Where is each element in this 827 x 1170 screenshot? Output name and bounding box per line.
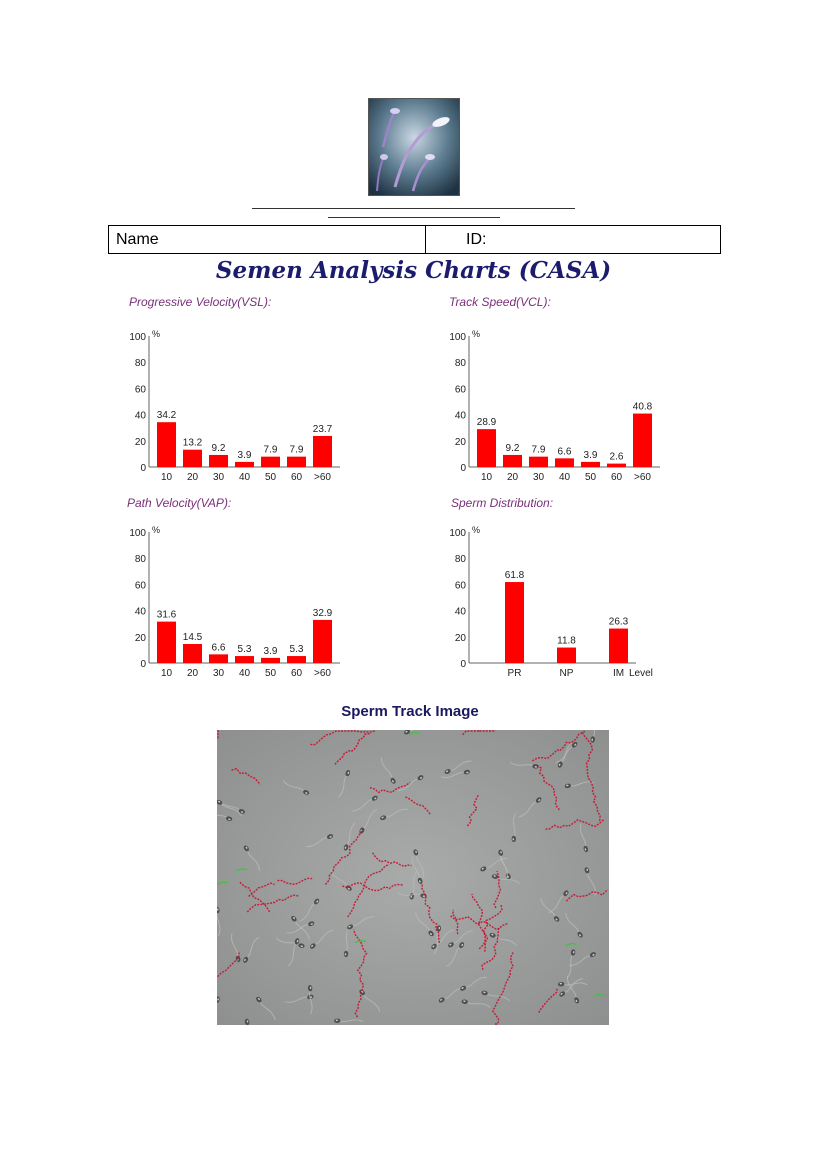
bar-50	[261, 658, 280, 663]
id-cell[interactable]	[426, 226, 720, 253]
bar-value-label: 9.2	[505, 442, 520, 454]
sperm-microscopy-logo-icon	[369, 99, 459, 195]
y-tick-label: 20	[134, 632, 146, 644]
track-image-title: Sperm Track Image	[341, 703, 479, 720]
x-tick-label: 40	[558, 472, 571, 483]
y-tick-label: 80	[454, 554, 466, 566]
y-tick-label: 0	[140, 659, 146, 670]
y-tick-label: 100	[129, 332, 146, 343]
y-tick-label: 100	[449, 528, 466, 539]
bar-value-label: 7.9	[263, 444, 278, 456]
bar-30	[209, 455, 228, 467]
bar-20	[183, 644, 202, 663]
x-tick-label: 20	[506, 472, 519, 483]
name-label: Name	[116, 231, 159, 248]
y-axis-unit: %	[152, 329, 161, 339]
bar-value-label: 11.8	[557, 635, 576, 647]
bar-40	[235, 462, 254, 467]
y-tick-label: 100	[449, 332, 466, 343]
bar-value-label: 2.6	[609, 451, 624, 463]
bar-value-label: 7.9	[289, 444, 304, 456]
bar-50	[581, 462, 600, 467]
bar-value-label: 3.9	[583, 449, 598, 461]
y-axis-unit: %	[152, 525, 161, 535]
bar-30	[209, 654, 228, 663]
sperm-track-image	[217, 730, 609, 1025]
bar-value-label: 6.6	[211, 642, 226, 654]
bar-value-label: 7.9	[531, 444, 546, 456]
bar-20	[503, 455, 522, 467]
x-tick-label: 50	[584, 472, 597, 483]
bar-value-label: 23.7	[312, 423, 333, 435]
bar-value-label: 3.9	[237, 449, 252, 461]
patient-info-table	[108, 225, 721, 254]
bar->60	[313, 436, 332, 467]
bar->60	[313, 620, 332, 663]
y-tick-label: 80	[134, 358, 146, 370]
bar-value-label: 28.9	[476, 417, 497, 429]
y-tick-label: 40	[134, 606, 146, 618]
y-tick-label: 20	[134, 436, 146, 448]
y-tick-label: 60	[134, 384, 146, 396]
signature-line-long	[252, 208, 575, 209]
y-tick-label: 0	[460, 463, 466, 474]
x-tick-label: 50	[264, 472, 277, 483]
x-tick-label: 30	[212, 472, 225, 483]
chart-title-distribution: Sperm Distribution:	[451, 496, 554, 510]
bar-value-label: 9.2	[211, 442, 226, 454]
bar->60	[633, 414, 652, 467]
x-tick-label: 50	[264, 668, 277, 679]
bar-value-label: 40.8	[632, 401, 653, 413]
y-tick-label: 80	[134, 554, 146, 566]
x-tick-label: 60	[290, 472, 303, 483]
y-tick-label: 100	[129, 528, 146, 539]
x-tick-label: IM	[612, 668, 625, 679]
x-tick-label: 10	[160, 472, 173, 483]
bar-value-label: 31.6	[156, 609, 177, 621]
chart-vcl	[440, 326, 670, 486]
chart-title-vsl: Progressive Velocity(VSL):	[129, 295, 272, 309]
x-tick-label: 60	[610, 472, 623, 483]
x-tick-label: 20	[186, 472, 199, 483]
y-tick-label: 80	[454, 358, 466, 370]
x-tick-label: >60	[634, 472, 651, 483]
x-tick-label: 30	[532, 472, 545, 483]
y-tick-label: 20	[454, 436, 466, 448]
y-tick-label: 0	[140, 463, 146, 474]
bar-30	[529, 457, 548, 467]
bar-value-label: 13.2	[182, 437, 203, 449]
bar-60	[607, 464, 626, 467]
x-tick-label: 40	[238, 472, 251, 483]
bar-value-label: 26.3	[608, 616, 629, 628]
x-tick-label: 40	[238, 668, 251, 679]
bar-60	[287, 656, 306, 663]
y-tick-label: 60	[134, 580, 146, 592]
y-tick-label: 40	[134, 410, 146, 422]
bar-10	[157, 622, 176, 663]
bar-value-label: 3.9	[263, 645, 278, 657]
bar-40	[555, 458, 574, 467]
bar-20	[183, 450, 202, 467]
bar-value-label: 34.2	[156, 410, 177, 422]
x-tick-label: 60	[290, 668, 303, 679]
x-tick-label: >60	[314, 472, 331, 483]
chart-title-vap: Path Velocity(VAP):	[127, 496, 232, 510]
y-tick-label: 40	[454, 606, 466, 618]
bar-value-label: 5.3	[289, 644, 304, 656]
bar-PR	[505, 582, 524, 663]
x-tick-label: >60	[314, 668, 331, 679]
bar-40	[235, 656, 254, 663]
page-title: Semen Analysis Charts (CASA)	[215, 257, 612, 284]
y-tick-label: 0	[460, 659, 466, 670]
y-tick-label: 60	[454, 580, 466, 592]
x-tick-label: 10	[480, 472, 493, 483]
chart-title-vcl: Track Speed(VCL):	[449, 295, 551, 309]
bar-value-label: 61.8	[504, 570, 525, 582]
x-axis-label: Level	[629, 668, 653, 679]
bar-60	[287, 457, 306, 467]
y-axis-unit: %	[472, 329, 481, 339]
bar-IM	[609, 629, 628, 663]
chart-vap	[120, 522, 350, 682]
name-cell[interactable]	[109, 226, 426, 253]
x-tick-label: 30	[212, 668, 225, 679]
bar-value-label: 6.6	[557, 446, 572, 458]
x-tick-label: NP	[559, 668, 574, 679]
x-tick-label: 20	[186, 668, 199, 679]
bar-value-label: 14.5	[182, 632, 203, 644]
bar-50	[261, 457, 280, 467]
chart-vsl	[120, 326, 350, 486]
bar-NP	[557, 648, 576, 663]
x-tick-label: 10	[160, 668, 173, 679]
y-tick-label: 60	[454, 384, 466, 396]
bar-10	[157, 422, 176, 467]
x-tick-label: PR	[507, 668, 522, 679]
y-axis-unit: %	[472, 525, 481, 535]
bar-value-label: 5.3	[237, 644, 252, 656]
bar-value-label: 32.9	[312, 607, 333, 619]
logo-image	[368, 98, 460, 196]
y-tick-label: 20	[454, 632, 466, 644]
y-tick-label: 40	[454, 410, 466, 422]
chart-distribution	[440, 522, 690, 682]
id-label: ID:	[466, 231, 487, 248]
signature-line-short	[328, 217, 500, 218]
bar-10	[477, 429, 496, 467]
